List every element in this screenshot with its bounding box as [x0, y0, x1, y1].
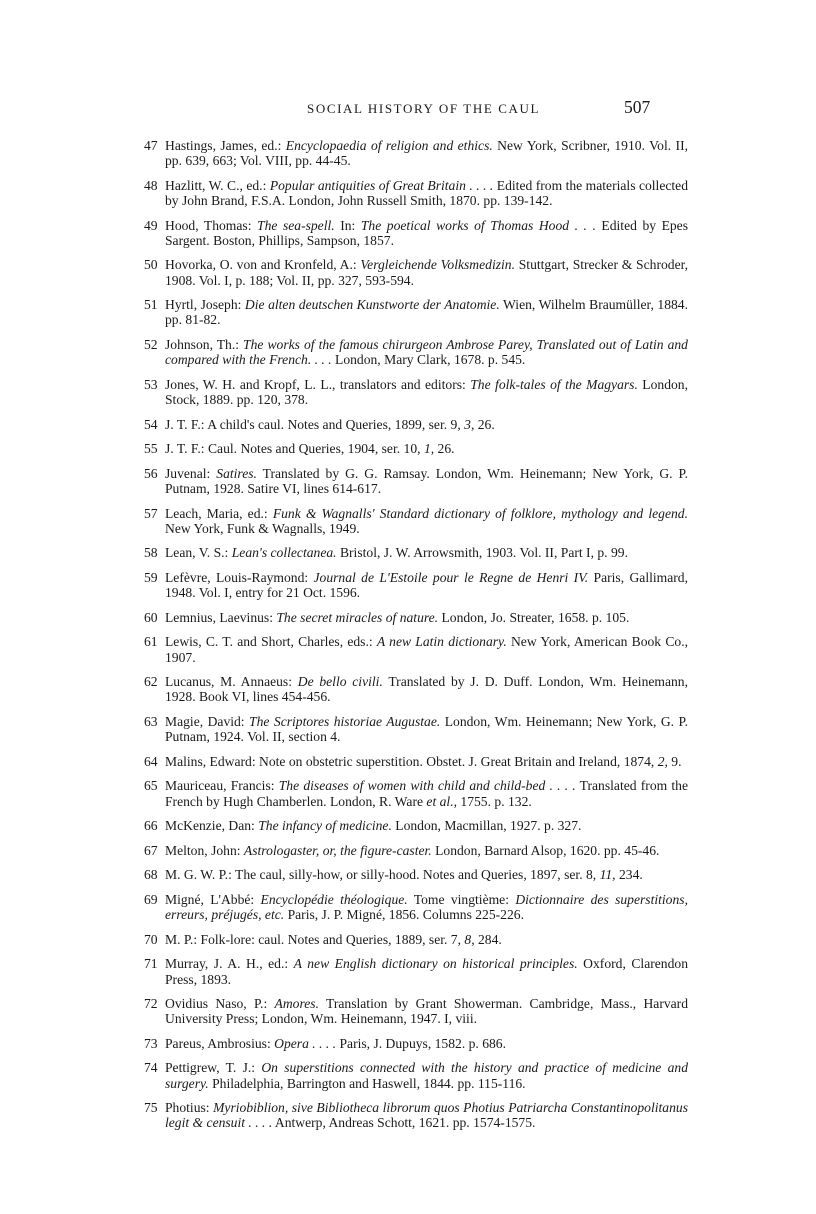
reference-text — [165, 377, 688, 407]
reference-text-segment: Wien, Wilhelm Braumüller, 1884. pp. 81-82. — [165, 297, 688, 328]
reference-entry — [0, 297, 688, 327]
reference-text-segment: London, Stock, 1889. pp. 120, 378. — [165, 376, 688, 407]
reference-title-italic: The poetical works of Thomas Hood . . . — [360, 217, 596, 233]
reference-number: 48 — [144, 177, 158, 193]
reference-entry — [0, 892, 688, 922]
reference-entry — [0, 956, 688, 986]
reference-number: 61 — [144, 634, 158, 650]
reference-text-segment: London, Jo. Streater, 1658. p. 105. — [438, 609, 630, 625]
reference-text-segment: Lemnius, Laevinus: — [165, 609, 277, 625]
reference-number: 51 — [144, 297, 158, 313]
reference-text — [165, 466, 688, 496]
reference-entry — [0, 337, 688, 367]
reference-text-segment: Translated from the French by Hugh Chamberlen. London, R. Ware — [165, 778, 688, 809]
reference-text-segment: Mauriceau, Francis: — [165, 778, 279, 794]
reference-text-segment: Oxford, Clarendon Press, 1893. — [165, 956, 688, 987]
reference-text-segment: New York, Scribner, 1910. Vol. II, pp. 639, 663; Vol. VIII, pp. 44-45. — [165, 138, 688, 169]
reference-entry — [0, 466, 688, 496]
reference-text-segment: Juvenal: — [165, 465, 217, 481]
reference-title-italic: 2, — [657, 753, 668, 769]
reference-text-segment: Antwerp, Andreas Schott, 1621. pp. 1574-1575. — [272, 1115, 536, 1131]
reference-entry — [0, 218, 688, 248]
reference-text — [165, 892, 688, 922]
reference-entry — [0, 570, 688, 600]
reference-entry — [0, 674, 688, 704]
reference-entry — [0, 545, 688, 560]
reference-entry — [0, 506, 688, 536]
reference-number: 59 — [144, 569, 158, 585]
reference-number: 66 — [144, 818, 158, 834]
reference-entry — [0, 1060, 688, 1090]
reference-number: 60 — [144, 609, 158, 625]
reference-entry — [0, 867, 688, 882]
reference-number: 73 — [144, 1035, 158, 1051]
reference-text — [165, 417, 688, 432]
reference-text-segment: 26. — [474, 416, 495, 432]
reference-title-italic: 8, — [464, 931, 475, 947]
reference-text-segment: Edited from the materials collected by John Brand, F.S.A. London, John Russell Smith, 1870. pp. 139-142. — [165, 177, 689, 208]
reference-text-segment: Pareus, Ambrosius: — [165, 1035, 275, 1051]
reference-text-segment: Johnson, Th.: — [165, 336, 244, 352]
reference-text-segment: New York, Funk & Wagnalls, 1949. — [165, 520, 360, 536]
reference-number: 69 — [144, 891, 158, 907]
reference-text-segment: Murray, J. A. H., ed.: — [165, 956, 294, 972]
reference-number: 56 — [144, 465, 158, 481]
reference-title-italic: De bello civili. — [297, 674, 383, 690]
reference-entry — [0, 1036, 688, 1051]
reference-text-segment: McKenzie, Dan: — [165, 818, 259, 834]
reference-text-segment: Paris, Gallimard, 1948. Vol. I, entry for 21 Oct. 1596. — [165, 569, 688, 601]
reference-number: 65 — [144, 778, 158, 794]
reference-number: 64 — [144, 753, 158, 769]
reference-text — [165, 441, 688, 456]
reference-text — [165, 843, 688, 858]
reference-text-segment: Tome vingtième: — [407, 891, 516, 907]
reference-title-italic: Encyclopaedia of religion and ethics. — [285, 138, 493, 153]
reference-number: 74 — [144, 1060, 158, 1076]
reference-number: 58 — [144, 545, 158, 561]
reference-title-italic: Satires. — [216, 465, 257, 481]
reference-text-segment: Hood, Thomas: — [165, 217, 258, 233]
reference-title-italic: Myriobiblion, sive Bibliotheca librorum quos Photius Patriarcha Constantinopolitanus legit & censuit . . . . — [165, 1100, 688, 1131]
reference-text-segment: 9. — [667, 753, 682, 769]
reference-entry — [0, 138, 688, 168]
reference-number: 49 — [144, 217, 158, 233]
reference-text-segment: Translation by Grant Showerman. Cambridge, Mass., Harvard University Press; London, Wm. Heinemann, 1947. I, viii. — [165, 996, 688, 1027]
reference-title-italic: Amores. — [274, 996, 319, 1012]
reference-text-segment: Paris, J. P. Migné, 1856. Columns 225-226. — [284, 907, 524, 923]
reference-entry — [0, 417, 688, 432]
reference-entry — [0, 818, 688, 833]
reference-title-italic: 1, — [423, 441, 435, 457]
reference-title-italic: Funk & Wagnalls' Standard dictionary of folklore, mythology and legend. — [272, 505, 688, 521]
reference-number: 53 — [144, 376, 158, 392]
reference-title-italic: Popular antiquities of Great Britain . . . . — [269, 177, 494, 193]
reference-title-italic: The folk-tales of the Magyars. — [470, 376, 638, 392]
reference-text-segment: In: — [334, 217, 361, 233]
reference-text — [165, 570, 688, 600]
reference-text-segment: Hastings, James, ed.: — [165, 138, 286, 153]
reference-text-segment: Malins, Edward: Note on obstetric superstition. Obstet. J. Great Britain and Ireland, 1874, — [165, 753, 658, 769]
reference-title-italic: On superstitions connected with the history and practice of medicine and surgery. — [165, 1060, 688, 1091]
reference-text-segment: 234. — [615, 867, 643, 883]
reference-title-italic: Opera . . . . — [274, 1035, 337, 1051]
reference-entry — [0, 634, 688, 664]
reference-number: 67 — [144, 842, 158, 858]
reference-text-segment: M. P.: Folk-lore: caul. Notes and Queries, 1889, ser. 7, — [165, 931, 465, 947]
reference-text-segment: J. T. F.: A child's caul. Notes and Queries, 1899, ser. 9, — [165, 416, 465, 432]
reference-title-italic: The sea-spell. — [257, 217, 335, 233]
reference-text-segment: Magie, David: — [165, 713, 250, 729]
reference-text — [165, 218, 688, 248]
reference-text — [165, 818, 688, 833]
reference-number: 52 — [144, 336, 158, 352]
reference-entry — [0, 178, 688, 208]
reference-title-italic: The secret miracles of nature. — [276, 609, 439, 625]
reference-text-segment: London, Macmillan, 1927. p. 327. — [391, 818, 582, 834]
reference-text — [165, 337, 688, 367]
reference-text — [165, 257, 688, 287]
reference-text — [165, 545, 688, 560]
running-header — [0, 97, 816, 121]
reference-title-italic: A new English dictionary on historical principles. — [293, 956, 578, 972]
reference-text — [165, 714, 688, 744]
reference-entry — [0, 714, 688, 744]
reference-entry — [0, 932, 688, 947]
reference-number: 54 — [144, 416, 158, 432]
reference-text-segment: London, Wm. Heinemann; New York, G. P. Putnam, 1924. Vol. II, section 4. — [165, 713, 688, 745]
reference-title-italic: Encyclopédie théologique. — [260, 891, 408, 907]
reference-number: 71 — [144, 956, 158, 972]
reference-text-segment: London, Barnard Alsop, 1620. pp. 45-46. — [431, 842, 660, 858]
reference-number: 55 — [144, 441, 158, 457]
reference-text-segment: New York, American Book Co., 1907. — [165, 634, 689, 665]
reference-text — [165, 138, 688, 168]
reference-text-segment: Hovorka, O. von and Kronfeld, A.: — [165, 257, 361, 273]
reference-title-italic: Lean's collectanea. — [231, 545, 337, 561]
reference-entry — [0, 610, 688, 625]
reference-text — [165, 996, 688, 1026]
reference-number: 62 — [144, 674, 158, 690]
reference-text-segment: Lean, V. S.: — [165, 545, 232, 561]
reference-text — [165, 634, 688, 664]
reference-entry — [0, 778, 688, 808]
reference-title-italic: The diseases of women with child and child-bed . . . . — [278, 778, 576, 794]
reference-text-segment: Hyrtl, Joseph: — [165, 297, 245, 313]
reference-text-segment: Jones, W. H. and Kropf, L. L., translators and editors: — [165, 376, 471, 392]
reference-text-segment: J. T. F.: Caul. Notes and Queries, 1904, ser. 10, — [165, 441, 424, 457]
reference-text-segment: 284. — [474, 931, 502, 947]
reference-title-italic: A new Latin dictionary. — [376, 634, 507, 650]
reference-text-segment: Lucanus, M. Annaeus: — [165, 674, 298, 690]
reference-text-segment: Paris, J. Dupuys, 1582. p. 686. — [336, 1035, 507, 1051]
reference-number: 70 — [144, 931, 158, 947]
reference-number: 63 — [144, 713, 158, 729]
reference-text-segment: Melton, John: — [165, 842, 244, 858]
reference-text-segment: Leach, Maria, ed.: — [165, 505, 273, 521]
reference-entry — [0, 843, 688, 858]
reference-text-segment: M. G. W. P.: The caul, silly-how, or silly-hood. Notes and Queries, 1897, ser. 8, — [165, 867, 600, 883]
reference-title-italic: Vergleichende Volksmedizin. — [360, 257, 515, 273]
reference-text-segment: Hazlitt, W. C., ed.: — [165, 177, 270, 193]
reference-text-segment: 26. — [434, 441, 455, 457]
reference-number: 57 — [144, 505, 158, 521]
page-number: 507 — [624, 97, 651, 117]
reference-text — [165, 932, 688, 947]
reference-title-italic: Astrologaster, or, the figure-caster. — [243, 842, 432, 858]
reference-text — [165, 178, 688, 208]
reference-text — [165, 754, 688, 769]
reference-text — [165, 956, 688, 986]
reference-text-segment: Lewis, C. T. and Short, Charles, eds.: — [165, 634, 377, 650]
reference-text — [165, 1100, 688, 1130]
reference-entry — [0, 754, 688, 769]
reference-text-segment: 1755. p. 132. — [457, 793, 532, 809]
reference-text — [165, 610, 688, 625]
reference-title-italic: Journal de L'Estoile pour le Regne de Henri IV. — [313, 569, 589, 585]
reference-list — [0, 138, 816, 1140]
reference-text — [165, 778, 688, 808]
reference-text — [165, 1036, 688, 1051]
reference-number: 47 — [144, 138, 158, 153]
reference-number: 75 — [144, 1100, 158, 1116]
reference-text — [165, 867, 688, 882]
reference-text — [165, 297, 688, 327]
reference-title-italic: The Scriptores historiae Augustae. — [249, 713, 441, 729]
reference-title-italic: The works of the famous chirurgeon Ambrose Parey, Translated out of Latin and compared with the French. . . . — [165, 336, 688, 368]
reference-text-segment: Translated by G. G. Ramsay. London, Wm. Heinemann; New York, G. P. Putnam, 1928. Satire VI, lines 614-617. — [165, 465, 689, 496]
reference-text — [165, 1060, 688, 1090]
reference-text-segment: Stuttgart, Strecker & Schroder, 1908. Vol. I, p. 188; Vol. II, pp. 327, 593-594. — [165, 257, 688, 288]
reference-text-segment: Philadelphia, Barrington and Haswell, 1844. pp. 115-116. — [208, 1075, 526, 1091]
reference-title-italic: Dictionnaire des superstitions, erreurs, préjugés, etc. — [165, 891, 688, 923]
reference-text-segment: London, Mary Clark, 1678. p. 545. — [331, 352, 526, 368]
reference-text-segment: Photius: — [165, 1100, 214, 1116]
reference-title-italic: et al., — [426, 793, 458, 809]
reference-title-italic: Die alten deutschen Kunstworte der Anatomie. — [244, 297, 500, 313]
reference-text-segment: Edited by Epes Sargent. Boston, Phillips, Sampson, 1857. — [165, 217, 688, 248]
reference-number: 68 — [144, 867, 158, 883]
reference-title-italic: 11, — [599, 867, 616, 883]
reference-text-segment: Lefèvre, Louis-Raymond: — [165, 569, 314, 585]
reference-text — [165, 506, 688, 536]
reference-entry — [0, 257, 688, 287]
reference-text-segment: Migné, L'Abbé: — [165, 891, 261, 907]
reference-text-segment: Bristol, J. W. Arrowsmith, 1903. Vol. II, Part I, p. 99. — [336, 545, 628, 561]
reference-text-segment: Pettigrew, T. J.: — [165, 1060, 262, 1076]
reference-entry — [0, 377, 688, 407]
running-title: SOCIAL HISTORY OF THE CAUL — [307, 101, 541, 116]
reference-text-segment: Ovidius Naso, P.: — [165, 996, 275, 1012]
reference-entry — [0, 441, 688, 456]
reference-title-italic: 3, — [464, 416, 475, 432]
reference-entry — [0, 996, 688, 1026]
reference-entry — [0, 1100, 688, 1130]
reference-text — [165, 674, 688, 704]
reference-number: 72 — [144, 996, 158, 1012]
reference-number: 50 — [144, 257, 158, 273]
reference-title-italic: The infancy of medicine. — [258, 818, 392, 834]
reference-text-segment: Translated by J. D. Duff. London, Wm. Heinemann, 1928. Book VI, lines 454-456. — [165, 674, 689, 705]
